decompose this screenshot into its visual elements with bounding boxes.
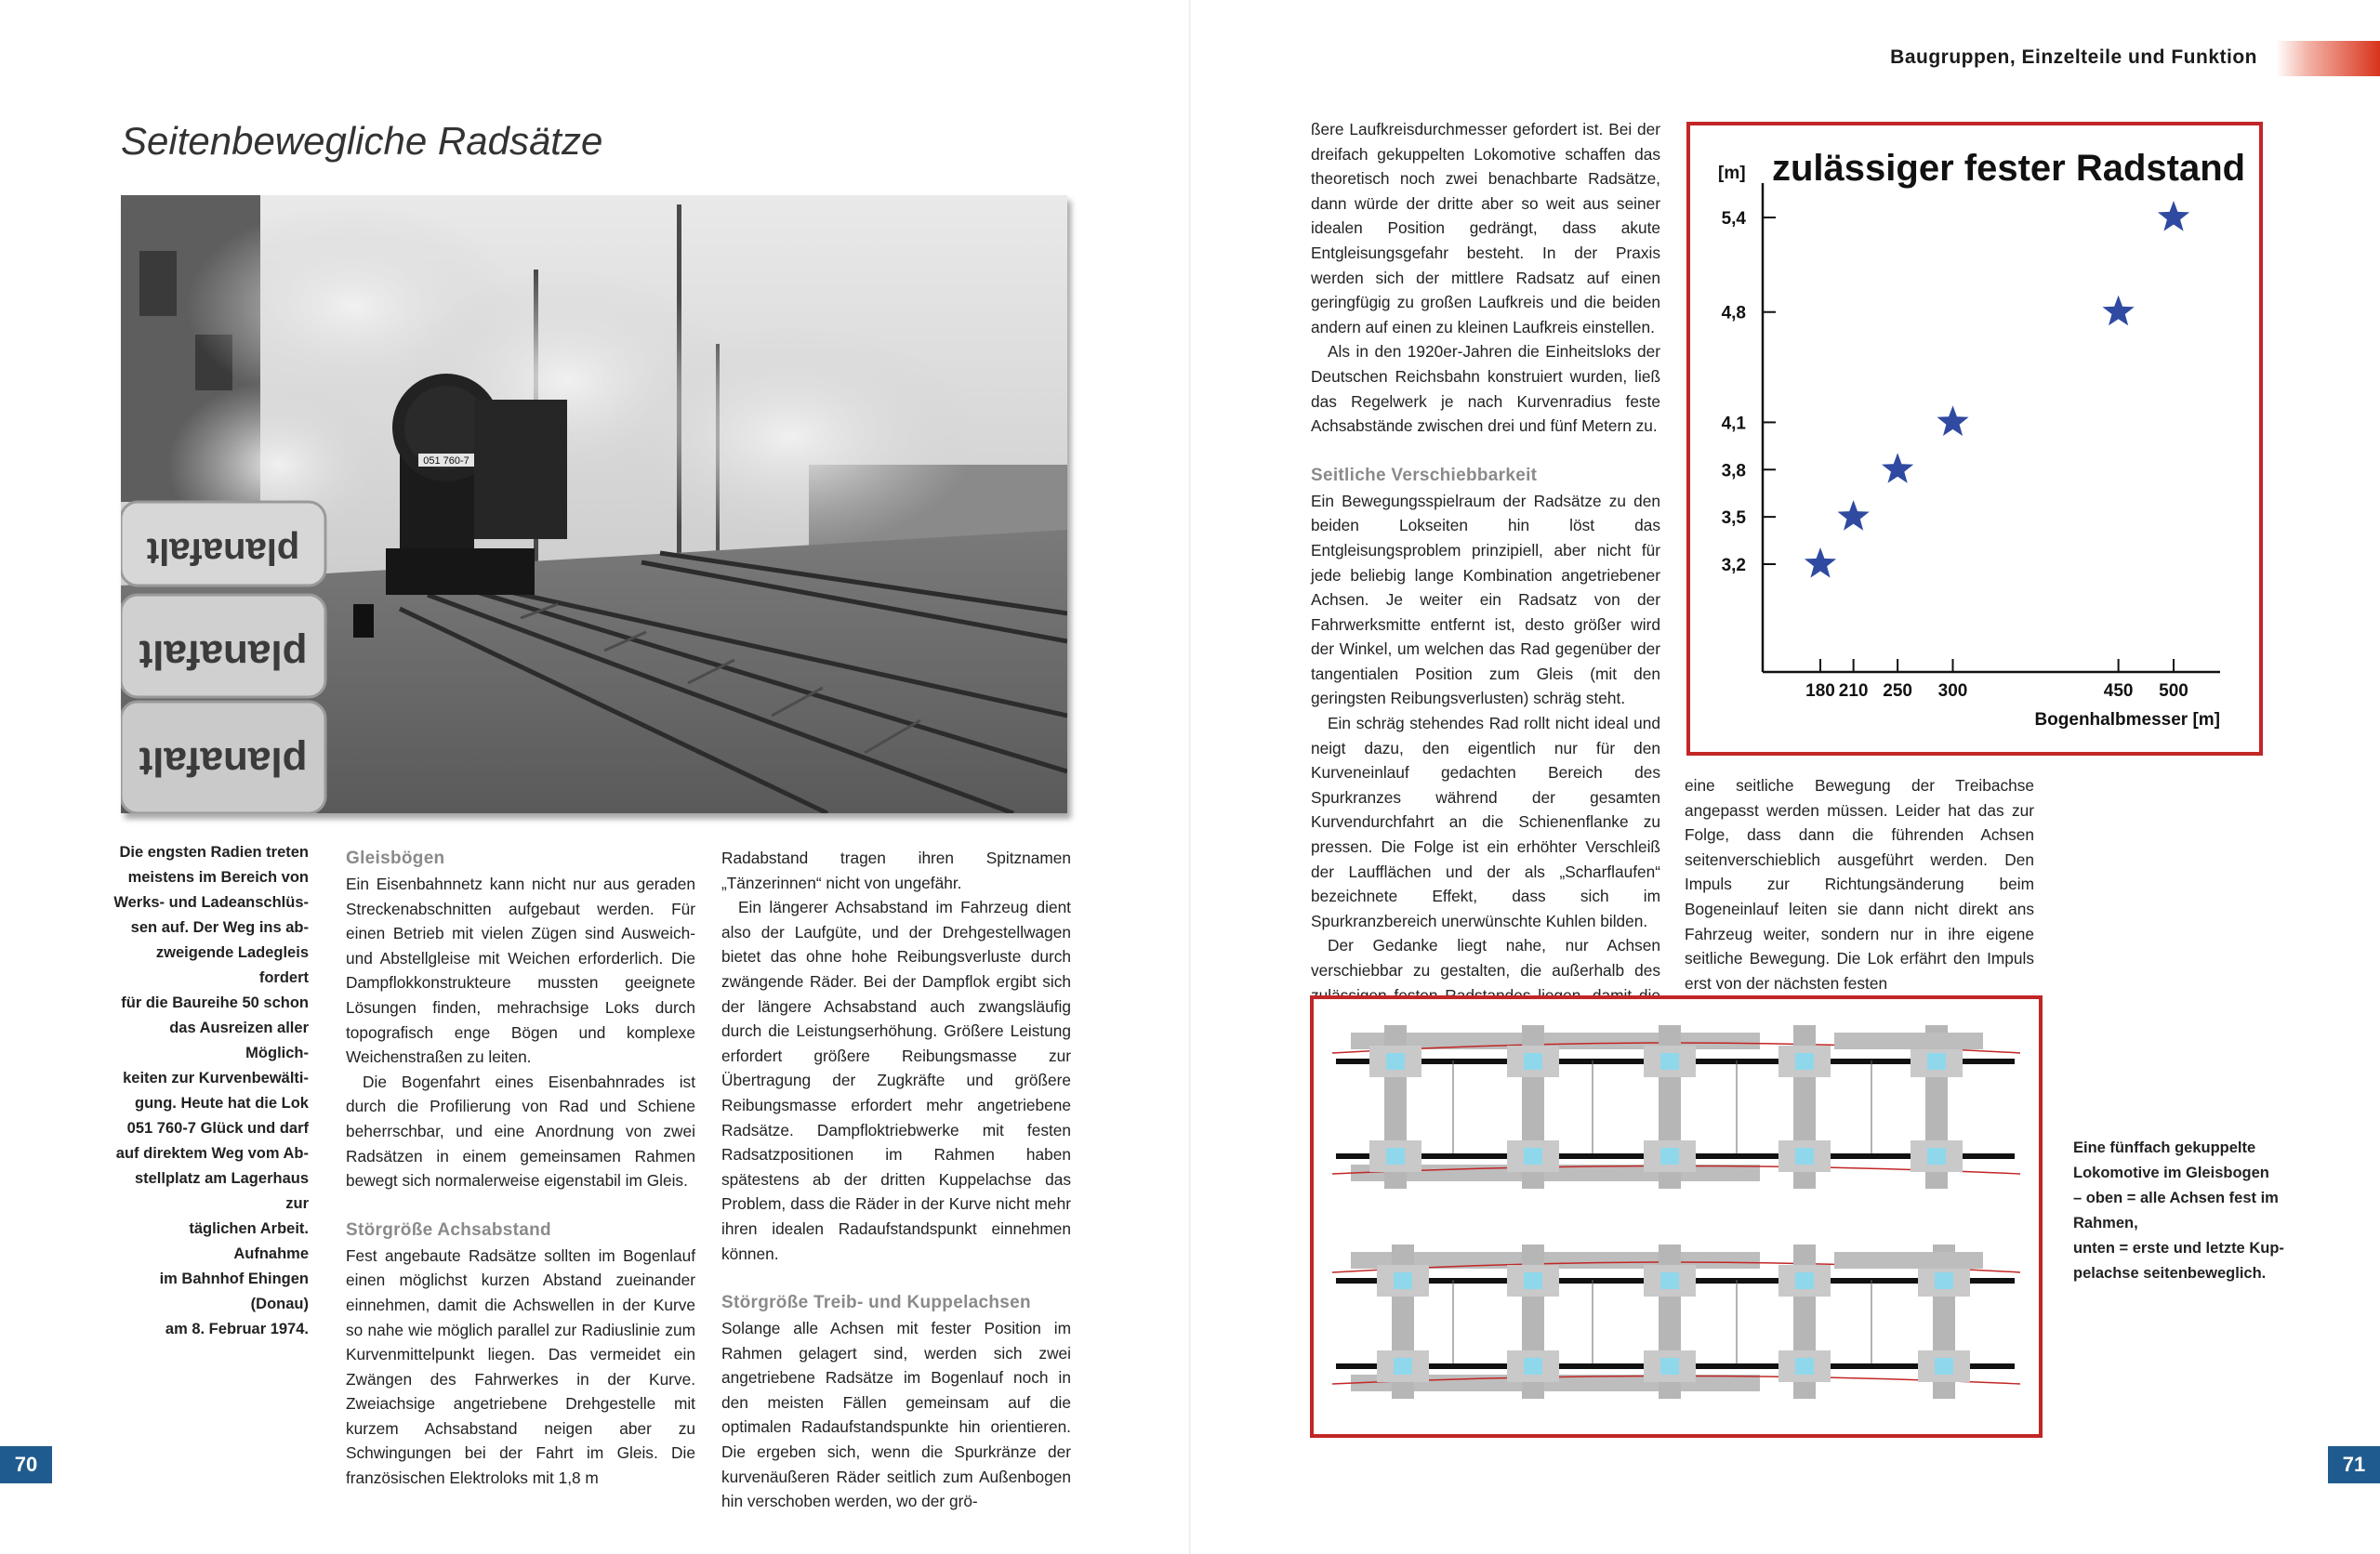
data-point-star [2158, 201, 2189, 231]
paragraph: Ein schräg stehendes Rad rollt nicht ideal und neigt dazu, den eigentlich nur für den Kurveneinlauf gedachten Bereich des Spurkranzes während der gesamten Kurvendurchfahrt an die Schienenflanke zu pressen. Die Folge ist ein erhöhter Verschleiß der Laufflächen und der als „Scharflaufen“ bezeichnete Effekt, dass sich im Spurkranzbereich unerwünschte Kuhlen bilden. [1311, 714, 1660, 930]
paragraph: Radabstand tragen ihren Spitznamen „Tänzerinnen“ nicht von ungefähr. [721, 849, 1071, 892]
caption-line: gung. Heute hat die Lok [134, 1095, 309, 1112]
axle-box-top [1394, 1272, 1412, 1289]
axle-box-bottom [1524, 1148, 1542, 1165]
axle-box-bottom [1386, 1148, 1405, 1165]
axle-box-top [1660, 1053, 1679, 1070]
axle-box-top [1795, 1053, 1814, 1070]
chart-x-label: Bogenhalbmesser [m] [2034, 710, 2220, 730]
paragraph: Als in den 1920er-Jahren die Einheitsloks der Deutschen Reichsbahn konstruiert wurden, ließ das Regelwerk je nach Kurvenradius feste Achsabstände zwischen drei und fünf Metern zu. [1311, 342, 1660, 436]
diagram-caption [2073, 1136, 2287, 1286]
y-tick-label: 3,2 [1721, 556, 1746, 575]
text-column-2 [721, 846, 1071, 1514]
caption-line: 051 760-7 Glück und darf [126, 1120, 309, 1137]
photo-illustration [121, 195, 1067, 813]
spread-fold [1189, 0, 1191, 1554]
caption-line: täglichen Arbeit. Aufnahme [189, 1220, 309, 1262]
axle-box-bottom [1394, 1358, 1412, 1375]
chart-title: zulässiger fester Radstand [1772, 148, 2246, 189]
y-tick-label: 4,1 [1721, 414, 1746, 434]
caption-line: auf direktem Weg vom Ab- [115, 1145, 309, 1162]
y-tick-label: 4,8 [1721, 303, 1746, 323]
x-tick-label: 180 [1805, 681, 1835, 701]
caption-line: meistens im Bereich von [127, 869, 309, 886]
y-tick-label: 3,8 [1721, 461, 1746, 481]
heading-achsabstand: Störgröße Achsabstand [346, 1219, 551, 1240]
paragraph: ßere Laufkreisdurchmesser gefordert ist. Bei der dreifach gekuppelten Lokomotive schaffen das theoretisch noch zwei benachbarte Radsätze, dann würde der dritte aber so weit aus seiner idealen Position gedrängt, dass akute Entgleisungsgefahr besteht. In der Praxis werden sich der mittlere Radsatz auf einen geringfügig zu großen Laufkreis und die beiden andern auf einen zu kleinen Laufkreis einstellen. [1311, 120, 1660, 336]
chart-y-label: [m] [1718, 164, 1746, 183]
x-tick-label: 450 [2103, 681, 2134, 701]
paragraph: Fest angebaute Radsätze sollten im Bogenlauf einen möglichst kurzen Abstand zueinander einnehmen, damit die Achswellen in der Kurve so nahe wie möglich parallel zur Radiuslinie zum Kurvenmittelpunkt liegen. Das vermeidet ein Zwängen des Fahrwerkes in der Kurve. Zweiachsige angetriebene Drehgestelle mit kurzem Achsabstand neigen aber zu Schwingungen bei der Fahrt im Gleis. Die französischen Elektroloks mit 1,8 m [346, 1245, 695, 1488]
data-point-star [1937, 405, 1968, 436]
data-point-star [1838, 500, 1870, 531]
wheel-arrangement-diagram [1310, 995, 2043, 1438]
paragraph: Der Gedanke liegt nahe, nur Achsen verschiebbar zu gestalten, die außerhalb des [1311, 936, 1660, 980]
axle-box-top [1660, 1272, 1679, 1289]
axle-box-top [1927, 1053, 1946, 1070]
axle-box-bottom [1660, 1358, 1679, 1375]
text-column-1 [346, 846, 695, 1491]
caption-line: das Ausreizen aller Möglich- [169, 1020, 309, 1061]
wheelbase-chart [1686, 122, 2263, 756]
page-number-right: 71 [2328, 1446, 2380, 1483]
chart-canvas [1690, 125, 2259, 752]
loco-cab [1834, 1252, 1983, 1269]
caption-line: Die engsten Radien treten [119, 844, 309, 861]
data-point-star [2103, 296, 2135, 326]
section-title: Seitenbewegliche Radsätze [121, 119, 603, 163]
caption-line: sen auf. Der Weg ins ab- [130, 919, 309, 936]
y-tick-label: 5,4 [1721, 209, 1746, 229]
data-point-star [1805, 547, 1836, 578]
paragraph: Ein Bewegungsspielraum der Radsätze zu den beiden Lokseiten hin löst das Entgleisungsproblem prinzipiell, aber nicht für jede beliebig lange Kombination angetriebener Achsen. Je weiter ein Radsatz von der Fahrwerksmitte entfernt ist, desto größer wird der Winkel, um welchen das Rad gegenüber der tangentialen Position zum Gleis (mit den geringsten Reibungsverlusten) schräg steht. [1311, 491, 1660, 708]
caption-line: Lokomotive im Gleisbogen [2073, 1165, 2269, 1181]
heading-treib-kuppelachsen: Störgröße Treib- und Kuppelachsen [721, 1293, 1031, 1313]
running-header [1357, 41, 2380, 76]
page-number-left: 70 [0, 1446, 52, 1483]
loco-cab [1834, 1033, 1983, 1049]
caption-line: im Bahnhof Ehingen (Donau) [159, 1271, 309, 1312]
sack-label-middle: planafalt [139, 632, 308, 678]
caption-line: für die Baureihe 50 schon [121, 994, 309, 1011]
text-column-4 [1685, 773, 2034, 995]
caption-line: am 8. Februar 1974. [165, 1321, 309, 1337]
diagram-canvas [1314, 999, 2039, 1434]
sack-label-top: planafalt [146, 531, 300, 572]
heading-seitliche-verschiebbarkeit: Seitliche Verschiebbarkeit [1311, 465, 1538, 485]
axle-box-top [1524, 1272, 1542, 1289]
axle-box-bottom [1795, 1148, 1814, 1165]
y-tick-label: 3,5 [1721, 508, 1746, 529]
caption-line: Eine fünffach gekuppelte [2073, 1139, 2256, 1156]
x-tick-label: 300 [1937, 681, 1968, 701]
paragraph: Die Bogenfahrt eines Eisenbahnrades ist durch die Profilierung von Rad und Schiene beherrschbar, und eine Anordnung von zwei Radsätzen in einem gemeinsamen Rahmen bewegt sich normalerweise eigenstabil im Gleis. [346, 1072, 695, 1191]
paragraph: Ein längerer Achsabstand im Fahrzeug dient also der Laufgüte, und der Drehgestellwagen bietet das ohne hohe Reibungsverluste durch zwängende Räder. Bei der Dampflok ergibt sich der längere Achsabstand auch zwangsläufig durch die Leistungserhöhung. Größere Leistung erfordert größere Reibungsmasse zur Übertragung der Zugkräfte und größere Reibungsmasse erfordert mehr angetriebene Radsätze. Dampfloktriebwerke mit festen Radsatzpositionen im Rahmen haben spätestens ab der dritten Kuppelachse das Problem, dass die Räder in der Kurve nicht mehr ihren idealen Radaufstandspunkt einnehmen können. [721, 898, 1071, 1263]
caption-line: pelachse seitenbeweglich. [2073, 1265, 2267, 1282]
axle-box-bottom [1935, 1358, 1953, 1375]
heading-gleisboegen: Gleisbögen [346, 849, 445, 868]
axle-box-bottom [1524, 1358, 1542, 1375]
caption-line: unten = erste und letzte Kup- [2073, 1240, 2284, 1257]
axle-box-bottom [1927, 1148, 1946, 1165]
x-tick-label: 210 [1838, 681, 1869, 701]
data-point-star [1882, 453, 1913, 483]
running-header-text: Baugruppen, Einzelteile und Funktion [1890, 46, 2257, 68]
caption-line: Werks- und Ladeanschlüs- [113, 894, 309, 911]
x-tick-label: 500 [2159, 681, 2188, 701]
axle-box-top [1524, 1053, 1542, 1070]
axle-box-top [1935, 1272, 1953, 1289]
caption-line: stellplatz am Lagerhaus zur [134, 1170, 309, 1212]
text-column-3 [1311, 117, 1660, 1033]
caption-line: zweigende Ladegleis fordert [155, 944, 309, 986]
axle-box-top [1795, 1272, 1814, 1289]
paragraph: eine seitliche Bewegung der Treibachse angepasst werden müssen. Leider hat das zur Folge, dass dann die führenden Achsen seitenverschieblich ausgeführt werden. Den Impuls zur Richtungsänderung beim Bogeneinlauf leiten sie dann nicht direkt ans Fahrzeug weiter, sondern nur in ihre eigene seitliche Bewegung. Die Lok erfährt den Impuls erst von der nächsten festen [1685, 776, 2034, 993]
caption-line: Rahmen, [2073, 1215, 2138, 1231]
steam-locomotive-photo [121, 195, 1067, 813]
sack-label-bottom: planafalt [139, 739, 308, 784]
x-tick-label: 250 [1883, 681, 1912, 701]
paragraph: Ein Eisenbahnnetz kann nicht nur aus geraden Streckenabschnitten aufgebaut werden. Für einen Betrieb mit vielen Zügen sind Ausweich- und Abstellgleise mit Weichen erforderlich. Die Dampflokkonstrukteure mussten geeignete Lösungen finden, mehrachsige Loks durch topografisch enge Bögen und komplexe Weichenstraßen zu leiten. [346, 875, 695, 1067]
axle-box-bottom [1660, 1148, 1679, 1165]
photo-caption [112, 840, 309, 1342]
cement-sacks [121, 502, 325, 813]
caption-line: keiten zur Kurvenbewälti- [123, 1070, 309, 1086]
loco-number-plate: 051 760-7 [423, 455, 469, 467]
header-accent-bar [2276, 41, 2380, 76]
paragraph: Solange alle Achsen mit fester Position im Rahmen gelagert sind, werden sich zwei angetriebene Radsätze im Bogenlauf noch in den meisten Fällen gemeinsam auf die optimalen Radaufstandspunkte hin orientieren. Die ergeben sich, wenn die Spurkränze der kurvenäußeren Räder seitlich zum Außenbogen hin verschoben werden, wo der grö- [721, 1319, 1071, 1511]
caption-line: – oben = alle Achsen fest im [2073, 1190, 2279, 1206]
axle-box-bottom [1795, 1358, 1814, 1375]
axle-box-top [1386, 1053, 1405, 1070]
